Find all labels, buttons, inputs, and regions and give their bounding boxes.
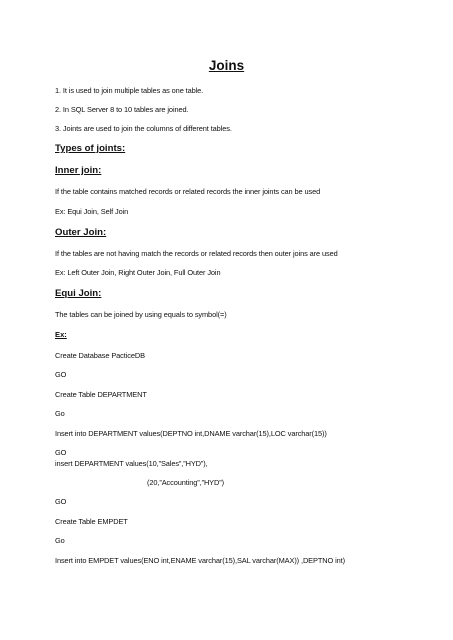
inner-join-heading: Inner join:	[55, 165, 102, 176]
code-line: Insert into DEPARTMENT values(DEPTNO int,DNAME varchar(15),LOC varchar(15))	[55, 429, 327, 438]
outer-join-heading: Outer Join:	[55, 227, 107, 238]
page-title: Joins	[208, 58, 245, 73]
types-heading: Types of joints:	[55, 143, 126, 154]
outer-join-example: Ex: Left Outer Join, Right Outer Join, Full Outer Join	[55, 268, 221, 277]
code-line: Create Database PacticeDB	[55, 351, 145, 360]
code-line: insert DEPARTMENT values(10,”Sales”,”HYD”),	[55, 459, 208, 468]
intro-line-1: 1. It is used to join multiple tables as one table.	[55, 86, 204, 95]
example-heading: Ex:	[55, 330, 67, 339]
outer-join-desc: If the tables are not having match the records or related records then outer joins are used	[55, 249, 338, 258]
equi-join-heading: Equi Join:	[55, 288, 102, 299]
code-line: GO	[55, 497, 67, 506]
equi-join-desc: The tables can be joined by using equals to symbol(=)	[55, 310, 227, 319]
code-line: Insert into EMPDET values(ENO int,ENAME varchar(15),SAL varchar(MAX)) ,DEPTNO int)	[55, 556, 345, 565]
code-line: Create Table DEPARTMENT	[55, 390, 147, 399]
code-line: Create Table EMPDET	[55, 517, 128, 526]
code-line: GO	[55, 370, 67, 379]
code-line: GO	[55, 448, 67, 457]
intro-line-2: 2. In SQL Server 8 to 10 tables are joined.	[55, 105, 189, 114]
intro-line-3: 3. Joints are used to join the columns of different tables.	[55, 124, 232, 133]
code-line: Go	[55, 409, 65, 418]
code-line: (20,”Accounting”,”HYD”)	[147, 478, 224, 487]
code-line: Go	[55, 536, 65, 545]
inner-join-desc: If the table contains matched records or related records the inner joints can be used	[55, 187, 321, 196]
inner-join-example: Ex: Equi Join, Self Join	[55, 207, 129, 216]
